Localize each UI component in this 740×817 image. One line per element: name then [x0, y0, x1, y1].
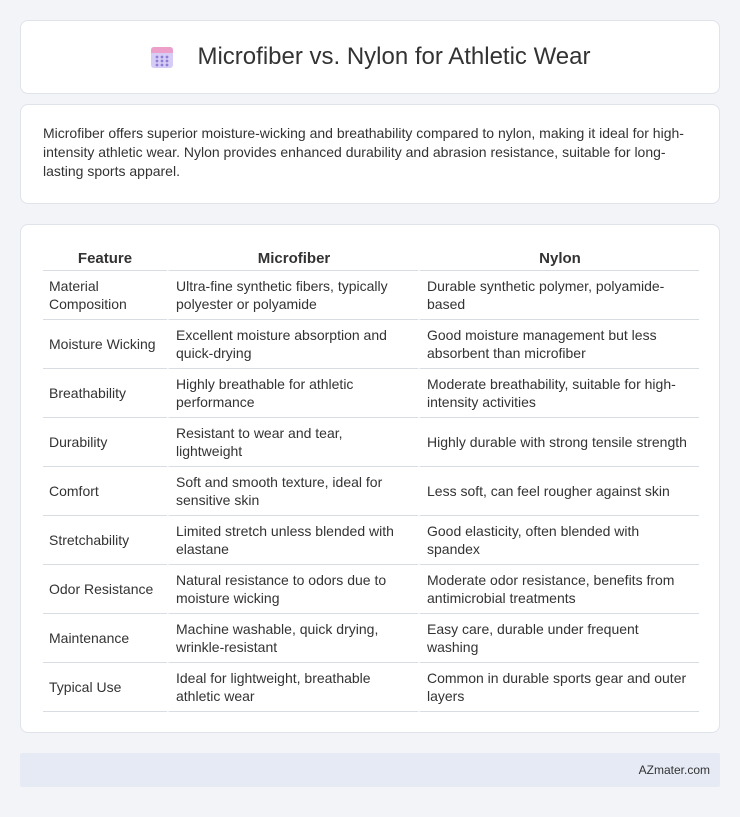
feature-cell: Durability	[43, 418, 167, 467]
comparison-table-card	[20, 224, 720, 733]
nylon-cell: Common in durable sports gear and outer layers	[418, 663, 699, 712]
intro-card	[20, 104, 720, 204]
header-nylon: Nylon	[418, 247, 699, 271]
calendar-grid-icon	[149, 44, 175, 70]
intro-text: Microfiber offers superior moisture-wicking and breathability compared to nylon, making it ideal for high-intensity athletic wear. Nylon provides enhanced durability and abrasion resistance, suitable for long-lasting sports apparel.	[43, 125, 684, 179]
microfiber-cell: Limited stretch unless blended with elastane	[167, 516, 418, 565]
table-row	[43, 614, 699, 663]
header-feature: Feature	[43, 247, 167, 271]
table-row	[43, 516, 699, 565]
nylon-cell: Good elasticity, often blended with spandex	[418, 516, 699, 565]
comparison-table	[43, 247, 699, 712]
feature-cell: Maintenance	[43, 614, 167, 663]
footer	[20, 753, 720, 787]
table-row	[43, 663, 699, 712]
feature-cell: Moisture Wicking	[43, 320, 167, 369]
footer-source[interactable]: AZmater.com	[638, 763, 710, 777]
table-header-row	[43, 247, 699, 271]
nylon-cell: Less soft, can feel rougher against skin	[418, 467, 699, 516]
feature-cell: Comfort	[43, 467, 167, 516]
microfiber-cell: Resistant to wear and tear, lightweight	[167, 418, 418, 467]
table-row	[43, 320, 699, 369]
table-row	[43, 418, 699, 467]
title-card	[20, 20, 720, 94]
microfiber-cell: Ultra-fine synthetic fibers, typically polyester or polyamide	[167, 271, 418, 320]
feature-cell: Stretchability	[43, 516, 167, 565]
microfiber-cell: Ideal for lightweight, breathable athletic wear	[167, 663, 418, 712]
page-title: Microfiber vs. Nylon for Athletic Wear	[197, 43, 591, 70]
table-row	[43, 565, 699, 614]
table-row	[43, 467, 699, 516]
microfiber-cell: Natural resistance to odors due to moisture wicking	[167, 565, 418, 614]
feature-cell: Odor Resistance	[43, 565, 167, 614]
nylon-cell: Highly durable with strong tensile strength	[418, 418, 699, 467]
feature-cell: Typical Use	[43, 663, 167, 712]
nylon-cell: Moderate breathability, suitable for high-intensity activities	[418, 369, 699, 418]
feature-cell: Material Composition	[43, 271, 167, 320]
header-microfiber: Microfiber	[167, 247, 418, 271]
table-row	[43, 369, 699, 418]
microfiber-cell: Soft and smooth texture, ideal for sensitive skin	[167, 467, 418, 516]
nylon-cell: Durable synthetic polymer, polyamide-based	[418, 271, 699, 320]
table-row	[43, 271, 699, 320]
microfiber-cell: Excellent moisture absorption and quick-drying	[167, 320, 418, 369]
nylon-cell: Good moisture management but less absorbent than microfiber	[418, 320, 699, 369]
feature-cell: Breathability	[43, 369, 167, 418]
microfiber-cell: Highly breathable for athletic performance	[167, 369, 418, 418]
microfiber-cell: Machine washable, quick drying, wrinkle-resistant	[167, 614, 418, 663]
nylon-cell: Easy care, durable under frequent washing	[418, 614, 699, 663]
nylon-cell: Moderate odor resistance, benefits from antimicrobial treatments	[418, 565, 699, 614]
